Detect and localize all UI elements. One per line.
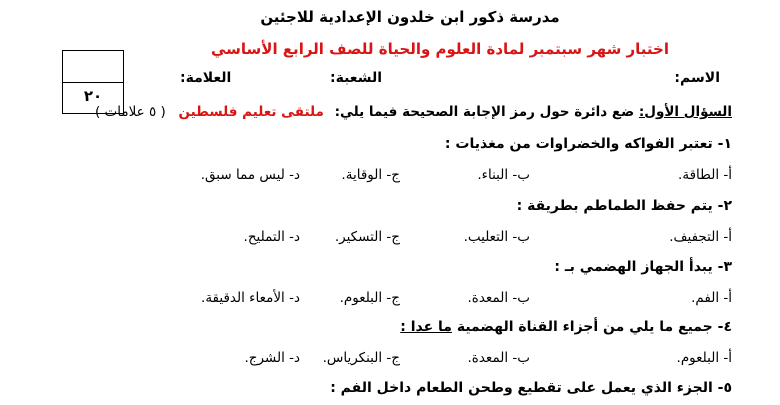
- option-1d: د- ليس مما سبق.: [200, 167, 300, 183]
- option-3b: ب- المعدة.: [467, 290, 530, 306]
- option-1a: أ- الطاقة.: [678, 167, 732, 183]
- option-2d: د- التمليح.: [243, 229, 300, 245]
- question-item-4: [400, 319, 732, 335]
- question-item-4-text: ٤- جميع ما يلي من أجزاء القناة الهضمية: [456, 319, 732, 335]
- school-name: مدرسة ذكور ابن خلدون الإعدادية للاجئين: [260, 8, 560, 26]
- option-4d: د- الشرج.: [244, 350, 300, 366]
- option-2a: أ- التجفيف.: [669, 229, 732, 245]
- option-2c: ج- التسكير.: [334, 229, 400, 245]
- option-4c: ج- البنكرياس.: [322, 350, 400, 366]
- option-3c: ج- البلعوم.: [339, 290, 400, 306]
- question-item-1: ١- تعتبر الفواكه والخضراوات من مغذيات :: [444, 136, 732, 152]
- score-box-divider: [63, 82, 123, 83]
- option-4a: أ- البلعوم.: [676, 350, 732, 366]
- option-3d: د- الأمعاء الدقيقة.: [201, 290, 300, 306]
- score-total: ٢٠: [83, 87, 103, 105]
- question-one-lead: السؤال الأول:: [638, 104, 732, 120]
- question-item-2: ٢- يتم حفظ الطماطم بطريقة :: [516, 198, 732, 214]
- section-label: الشعبة:: [330, 70, 383, 86]
- option-1c: ج- الوقاية.: [341, 167, 400, 183]
- question-item-4-emphasis: ما عدا :: [400, 319, 452, 335]
- option-2b: ب- التعليب.: [463, 229, 530, 245]
- question-one-header: [95, 104, 732, 120]
- brand-label: ملتقى تعليم فلسطين: [178, 104, 324, 120]
- option-3a: أ- الفم.: [691, 290, 732, 306]
- option-1b: ب- البناء.: [477, 167, 530, 183]
- question-item-5: ٥- الجزء الذي يعمل على تقطيع وطحن الطعام داخل الفم :: [330, 380, 732, 396]
- name-label: الاسم:: [674, 70, 720, 86]
- question-item-3: ٣- يبدأ الجهاز الهضمي بـ :: [554, 259, 732, 275]
- question-one-instruction: ضع دائرة حول رمز الإجابة الصحيحة فيما يلي:: [334, 104, 639, 120]
- question-one-marks: ( ٥ علامات ): [94, 104, 166, 120]
- mark-label: العلامة:: [180, 70, 232, 86]
- exam-title: اختبار شهر سبتمبر لمادة العلوم والحياة للصف الرابع الأساسي: [210, 40, 670, 58]
- option-4b: ب- المعدة.: [467, 350, 530, 366]
